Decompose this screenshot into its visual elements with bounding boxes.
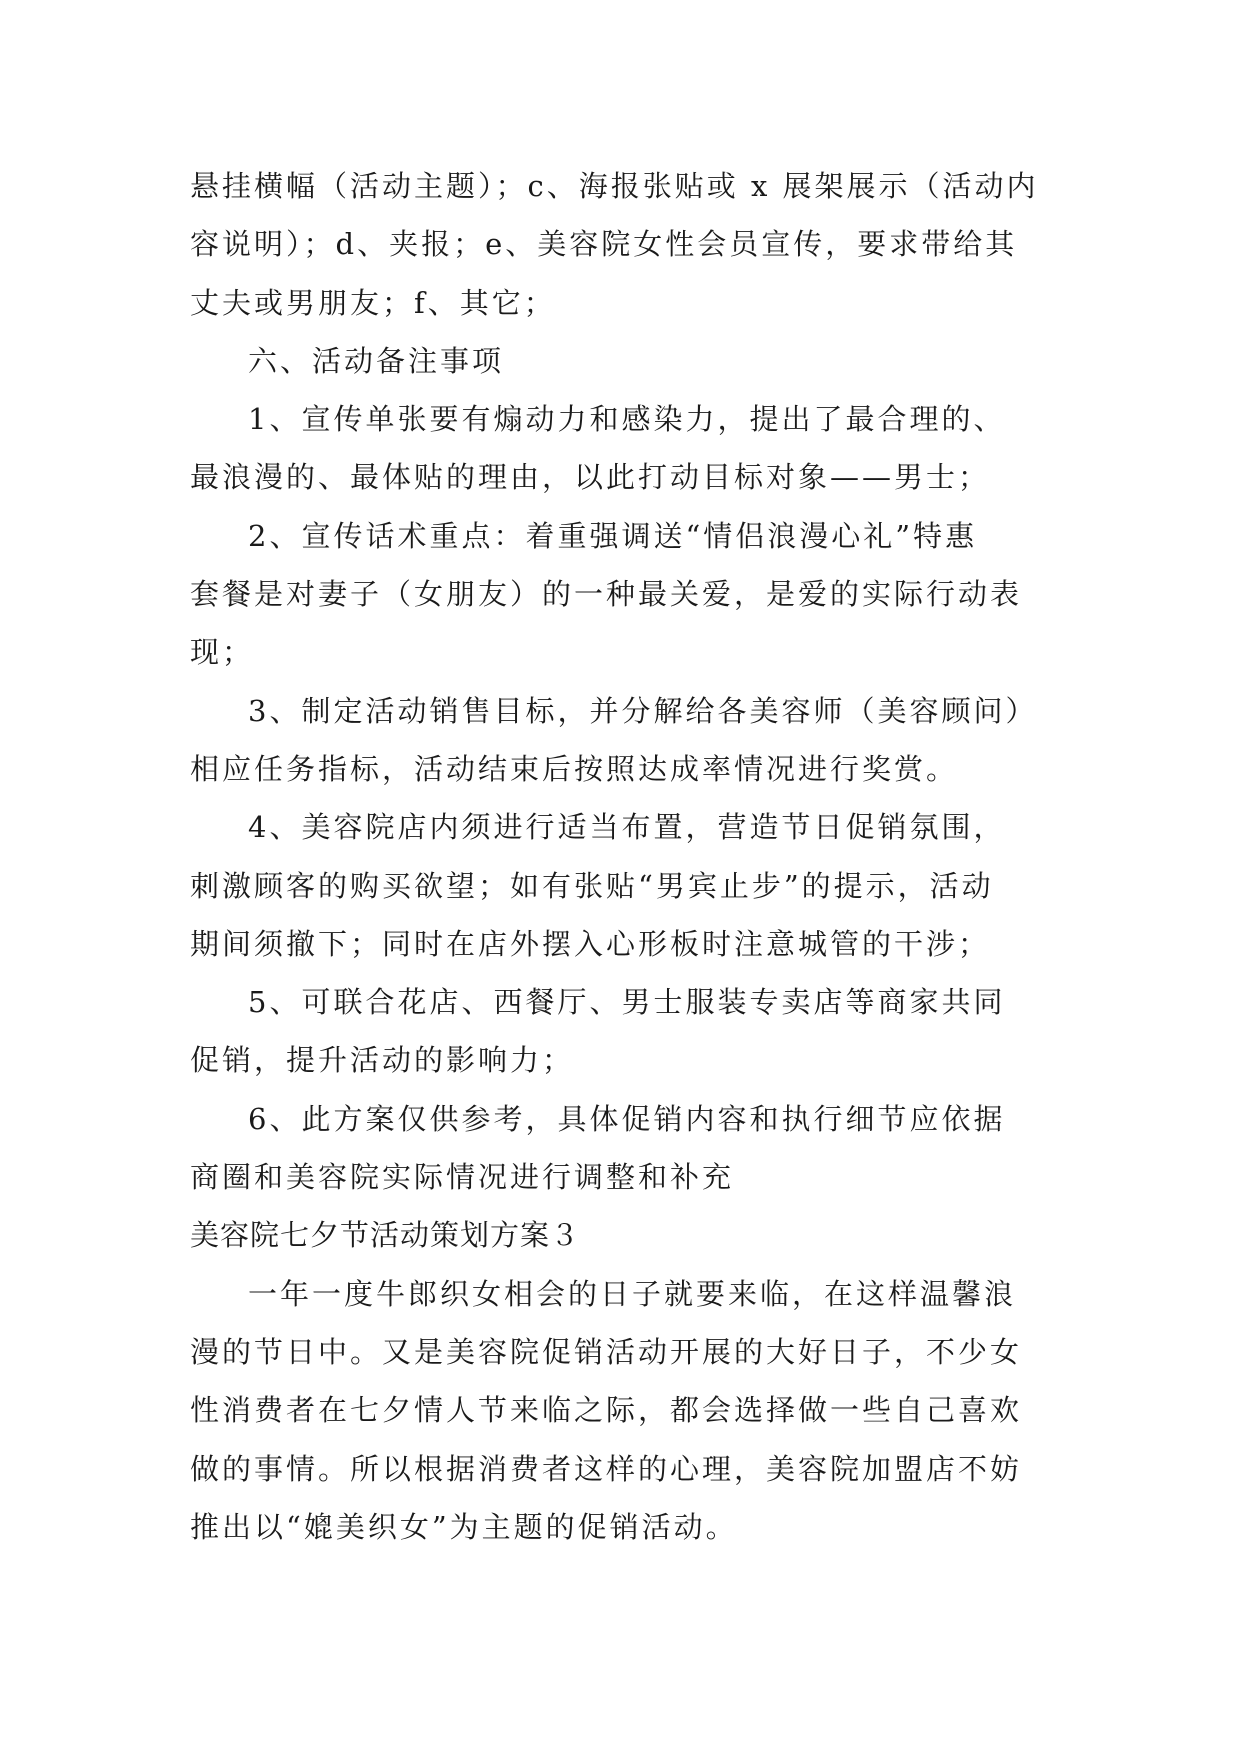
body-line: 5、可联合花店、西餐厅、男士服装专卖店等商家共同 xyxy=(248,985,1006,1020)
body-line: 套餐是对妻子（女朋友）的一种最关爱，是爱的实际行动表 xyxy=(190,577,1023,612)
body-line: 一年一度牛郎织女相会的日子就要来临，在这样温馨浪 xyxy=(248,1276,1017,1311)
body-line: 商圈和美容院实际情况进行调整和补充 xyxy=(190,1160,735,1195)
body-line: 期间须撤下；同时在店外摆入心形板时注意城管的干涉； xyxy=(190,926,991,961)
body-line: 现； xyxy=(190,635,255,670)
body-line: 悬挂横幅（活动主题）；c、海报张贴或 x 展架展示（活动内 xyxy=(190,169,1039,203)
body-line: 做的事情。所以根据消费者这样的心理，美容院加盟店不妨 xyxy=(190,1451,1023,1486)
body-line: 6、此方案仅供参考，具体促销内容和执行细节应依据 xyxy=(248,1101,1006,1136)
body-line: 4、美容院店内须进行适当布置，营造节日促销氛围， xyxy=(248,810,1006,845)
section-heading: 六、活动备注事项 xyxy=(248,343,505,378)
body-line: 容说明）；d、夹报；e、美容院女性会员宣传，要求带给其 xyxy=(190,227,1018,262)
body-line: 2、宣传话术重点：着重强调送“情侣浪漫心礼”特惠 xyxy=(248,518,978,553)
body-line: 性消费者在七夕情人节来临之际，都会选择做一些自己喜欢 xyxy=(190,1393,1023,1428)
body-line: 相应任务指标，活动结束后按照达成率情况进行奖赏。 xyxy=(190,751,959,786)
body-line: 丈夫或男朋友；f、其它； xyxy=(190,285,556,320)
body-line: 促销，提升活动的影响力； xyxy=(190,1043,575,1078)
body-line: 漫的节日中。又是美容院促销活动开展的大好日子，不少女 xyxy=(190,1334,1023,1369)
body-line: 3、制定活动销售目标，并分解给各美容师（美容顾问） xyxy=(248,693,1038,728)
document-body xyxy=(190,157,1052,1556)
body-line: 刺激顾客的购买欲望；如有张贴“男宾止步”的提示，活动 xyxy=(190,868,994,903)
body-line: 推出以“媲美织女”为主题的促销活动。 xyxy=(190,1509,738,1544)
document-title: 美容院七夕节活动策划方案３ xyxy=(190,1218,581,1253)
body-line: 最浪漫的、最体贴的理由，以此打动目标对象——男士； xyxy=(190,460,991,495)
body-line: 1、宣传单张要有煽动力和感染力，提出了最合理的、 xyxy=(248,402,1006,437)
